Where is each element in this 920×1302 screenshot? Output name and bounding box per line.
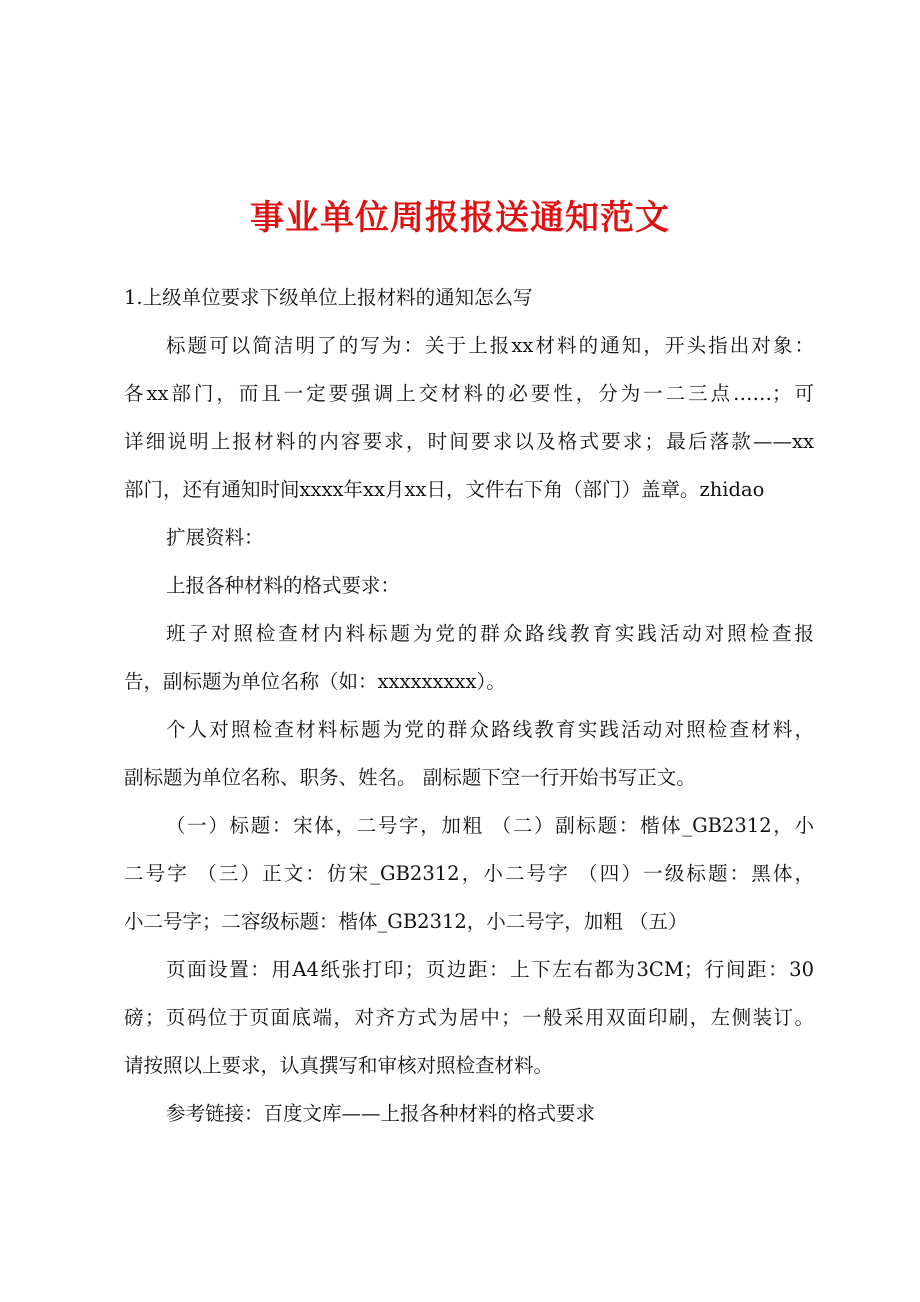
paragraph-7-line: 请按照以上要求，认真撰写和审核对照检查材料。 [124, 1054, 554, 1077]
paragraph-5-line: 个人对照检查材料标题为党的群众路线教育实践活动对照检查材料， [166, 718, 814, 741]
paragraph-8 [124, 1090, 814, 1138]
paragraph-1 [124, 322, 814, 514]
paragraph-6-line: （一）标题：宋体，二号字，加粗 （二）副标题：楷体_GB2312，小 [166, 814, 814, 837]
paragraph-1-line: 详细说明上报材料的内容要求，时间要求以及格式要求；最后落款——xx [124, 430, 814, 453]
paragraph-2-text: 扩展资料： [166, 526, 264, 549]
paragraph-1-line: 标题可以简洁明了的写为：关于上报xx材料的通知，开头指出对象： [166, 334, 814, 357]
paragraph-4-line: 班子对照检查材内料标题为党的群众路线教育实践活动对照检查报 [166, 622, 814, 645]
reference-link-text: 参考链接：百度文库——上报各种材料的格式要求 [166, 1102, 596, 1125]
section-heading-text: 1.上级单位要求下级单位上报材料的通知怎么写 [124, 286, 533, 309]
paragraph-1-line: 部门，还有通知时间xxxx年xx月xx日，文件右下角（部门）盖章。zhidao [124, 478, 765, 501]
paragraph-4 [124, 610, 814, 706]
paragraph-7 [124, 946, 814, 1090]
paragraph-5-line: 副标题为单位名称、职务、姓名。 副标题下空一行开始书写正文。 [124, 766, 696, 789]
paragraph-3-text: 上报各种材料的格式要求： [166, 574, 401, 597]
paragraph-4-line: 告，副标题为单位名称（如：xxxxxxxxx）。 [124, 670, 506, 693]
paragraph-7-line: 页面设置：用A4纸张打印；页边距：上下左右都为3CM；行间距：30 [166, 958, 814, 981]
paragraph-6-line: 二号字 （三）正文：仿宋_GB2312，小二号字 （四）一级标题：黑体， [124, 862, 814, 885]
document-body [124, 274, 814, 1138]
document-title: 事业单位周报报送通知范文 [250, 198, 670, 238]
paragraph-7-line: 磅；页码位于页面底端，对齐方式为居中；一般采用双面印刷，左侧装订。 [124, 1006, 814, 1029]
paragraph-6-line: 小二号字；二容级标题：楷体_GB2312，小二号字，加粗 （五） [124, 910, 688, 933]
paragraph-1-line: 各xx部门，而且一定要强调上交材料的必要性，分为一二三点……；可 [124, 382, 814, 405]
paragraph-2 [124, 514, 814, 562]
section-heading [124, 274, 814, 322]
paragraph-3 [124, 562, 814, 610]
paragraph-6 [124, 802, 814, 946]
paragraph-5 [124, 706, 814, 802]
